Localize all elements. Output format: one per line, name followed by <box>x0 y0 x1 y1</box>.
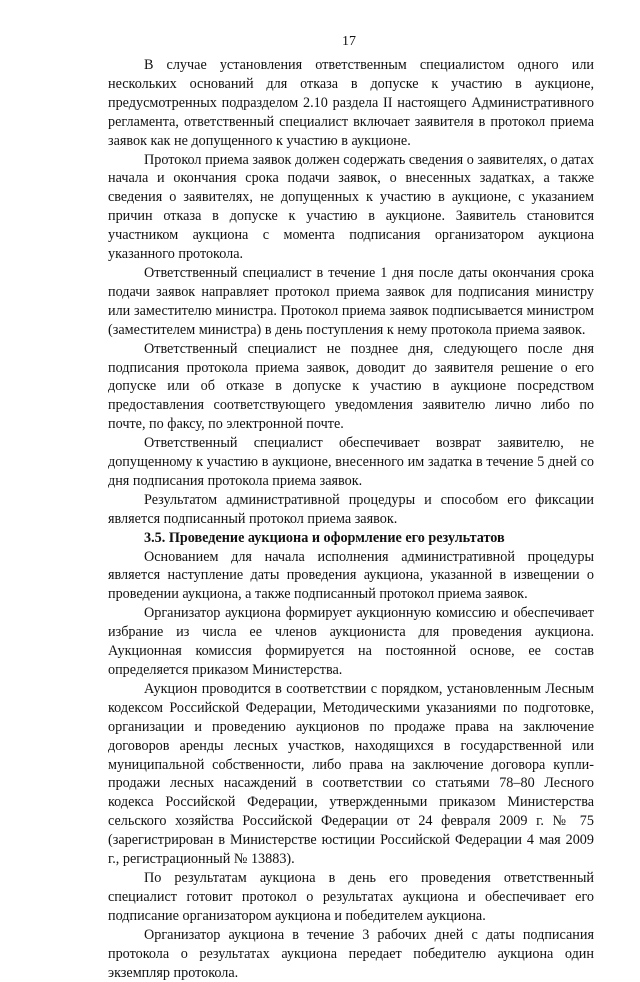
paragraph: Аукцион проводится в соответствии с порядком, установленным Лесным кодексом Российской Федерации, Методическими указаниями по подготовке, организации и проведению аукционов по продаже права на заключение договоров аренды лесных участков, находящихся в государственной или муниципальной собственности, либо права на заключение договора купли-продажи лесных насаждений в соответствии со статьями 78–80 Лесного кодекса Российской Федерации, утвержденными приказом Министерства сельского хозяйства Российской Федерации от 24 февраля 2009 г. № 75 (зарегистрирован в Министерстве юстиции Российской Федерации 4 мая 2009 г., регистрационный № 13883). <box>108 680 594 868</box>
paragraph: Протокол приема заявок должен содержать сведения о заявителях, о датах начала и окончания срока подачи заявок, о внесенных задатках, а также сведения о заявителях, не допущенных к участию в аукционе, с указанием причин отказа в допуске к участию в аукционе. Заявитель становится участником аукциона с момента подписания организатором аукциона указанного протокола. <box>108 151 594 263</box>
paragraph: Результатом административной процедуры и способом его фиксации является подписанный протокол приема заявок. <box>108 491 594 527</box>
paragraph: Ответственный специалист не позднее дня, следующего после дня подписания протокола приема заявок, доводит до заявителя решение о его допуске или об отказе в допуске к участию в аукционе посредством предоставления соответствующего уведомления заявителю лично либо по почте, по факсу, по электронной почте. <box>108 340 594 433</box>
paragraph: Ответственный специалист в течение 1 дня после даты окончания срока подачи заявок направляет протокол приема заявок для подписания министру или заместителю министра. Протокол приема заявок подписывается министром (заместителем министра) в день поступления к нему протокола приема заявок. <box>108 264 594 338</box>
section-heading: 3.5. Проведение аукциона и оформление его результатов <box>144 529 505 546</box>
paragraph: Организатор аукциона формирует аукционную комиссию и обеспечивает избрание из числа ее членов аукциониста для проведения аукциона. Аукционная комиссия формируется на постоянной основе, ее состав определяется приказом Министерства. <box>108 605 594 678</box>
paragraph: Основанием для начала исполнения административной процедуры является наступление даты проведения аукциона, указанной в извещении о проведении аукциона, а также подписанный протокол приема заявок. <box>108 548 594 603</box>
paragraph: В случае установления ответственным специалистом одного или нескольких оснований для отказа в допуске к участию в аукционе, предусмотренных подразделом 2.10 раздела II настоящего Административного регламента, ответственный специалист включает заявителя в протокол приема заявок как не допущенного к участию в аукционе. <box>108 57 594 149</box>
paragraph: Ответственный специалист обеспечивает возврат заявителю, не допущенному к участию в аукционе, внесенного им задатка в течение 5 дней со дня подписания протокола приема заявок. <box>108 435 594 489</box>
page-number: 17 <box>342 34 356 49</box>
body-text <box>108 56 594 982</box>
paragraph: По результатам аукциона в день его проведения ответственный специалист готовит протокол о результатах аукциона и обеспечивает его подписание организатором аукциона и победителем аукциона. <box>108 869 594 924</box>
paragraph: Организатор аукциона в течение 3 рабочих дней с даты подписания протокола о результатах аукциона передает победителю аукциона один экземпляр протокола. <box>108 926 594 981</box>
